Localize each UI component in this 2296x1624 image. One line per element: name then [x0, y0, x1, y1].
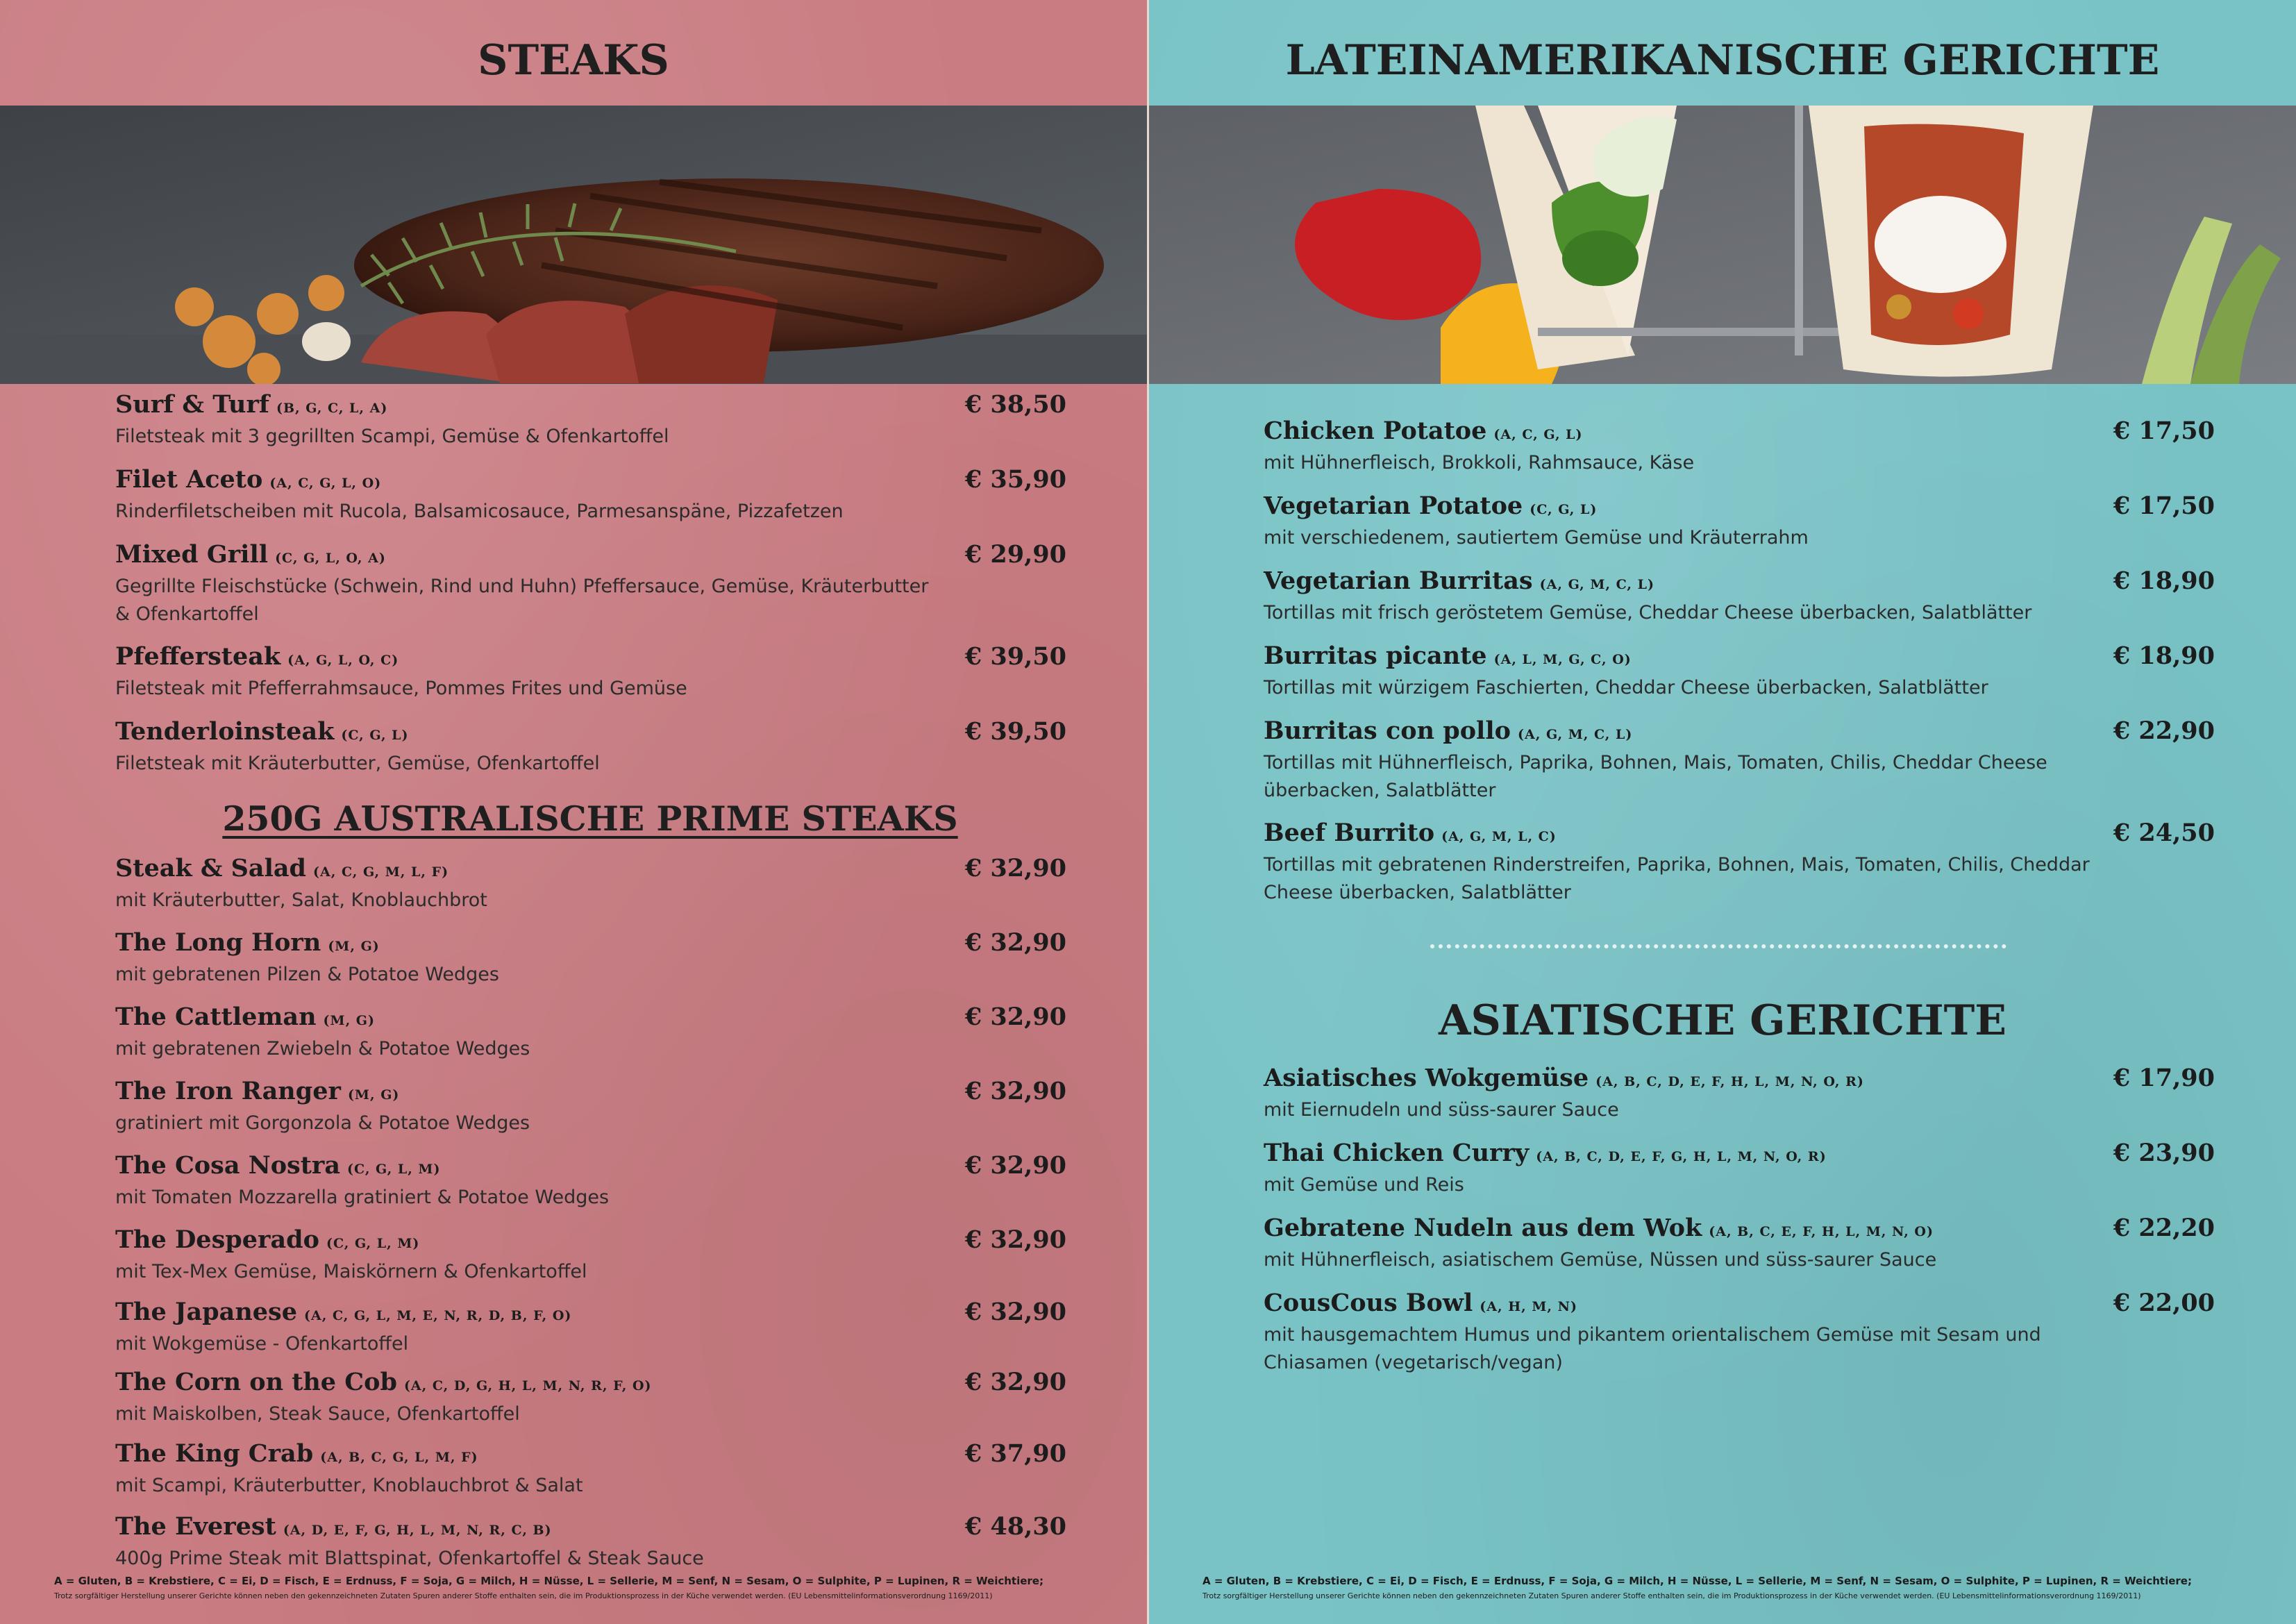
item-name: The Everest	[115, 1512, 276, 1541]
item-description: mit Kräuterbutter, Salat, Knoblauchbrot	[115, 889, 487, 911]
menu-item	[115, 465, 1066, 526]
item-price: € 35,90	[964, 465, 1066, 494]
item-description: Tortillas mit frisch geröstetem Gemüse, Cheddar Cheese überbacken, Salatblätter	[1264, 602, 2032, 623]
item-allergens: (A, C, G, L)	[1493, 427, 1583, 442]
item-allergens: (A, G, M, C, L)	[1539, 577, 1654, 592]
item-name: The King Crab	[115, 1439, 314, 1468]
item-price: € 38,50	[964, 390, 1066, 419]
item-price: € 48,30	[964, 1512, 1066, 1541]
allergen-legend: A = Gluten, B = Krebstiere, C = Ei, D = Fisch, E = Erdnuss, F = Soja, G = Milch, H = Nüsse, L = Sellerie, M = Senf, N = Sesam, O = Sulphite, P = Lupinen, R = Weichtiere;	[1203, 1575, 2192, 1587]
item-allergens: (A, G, L, O, C)	[287, 653, 399, 668]
item-name: The Desperado	[115, 1225, 319, 1254]
item-description: Filetsteak mit Pfefferrahmsauce, Pommes Frites und Gemüse	[115, 678, 687, 699]
menu-item	[115, 1151, 1066, 1212]
item-description: 400g Prime Steak mit Blattspinat, Ofenkartoffel & Steak Sauce	[115, 1548, 704, 1569]
item-allergens: (A, G, M, C, L)	[1517, 727, 1633, 742]
item-description: mit Tex-Mex Gemüse, Maiskörnern & Ofenkartoffel	[115, 1261, 587, 1282]
item-price: € 32,90	[964, 1368, 1066, 1396]
item-price: € 32,90	[964, 928, 1066, 957]
steak-photo	[0, 106, 1147, 384]
allergen-note: Trotz sorgfältiger Herstellung unserer Gerichte können neben den gekennzeichneten Zutaten Spuren anderer Stoffe enthalten sein, die im Produktionsprozess in der Küche verwendet werden. (EU Lebensmittelinformationsverordnung 1169/2011)	[54, 1591, 993, 1600]
item-name: Surf & Turf	[115, 390, 269, 419]
item-price: € 32,90	[964, 1225, 1066, 1254]
item-price: € 37,90	[964, 1439, 1066, 1468]
menu-item	[1264, 567, 2215, 627]
menu-item	[115, 390, 1066, 451]
item-allergens: (M, G)	[347, 1087, 400, 1103]
item-name: The Cosa Nostra	[115, 1151, 341, 1180]
item-description: mit Tomaten Mozzarella gratiniert & Potatoe Wedges	[115, 1187, 610, 1208]
latin-asian-panel	[1149, 0, 2296, 1624]
menu-item	[1264, 417, 2215, 477]
item-allergens: (M, G)	[328, 939, 380, 954]
item-name: Vegetarian Potatoe	[1264, 492, 1523, 520]
item-price: € 22,20	[2113, 1214, 2215, 1242]
menu-item	[115, 1225, 1066, 1286]
item-name: Chicken Potatoe	[1264, 417, 1487, 445]
item-description: gratiniert mit Gorgonzola & Potatoe Wedges	[115, 1112, 530, 1134]
item-description: Filetsteak mit 3 gegrillten Scampi, Gemüse & Ofenkartoffel	[115, 426, 669, 447]
item-allergens: (C, G, L, O, A)	[275, 551, 386, 566]
item-description: mit verschiedenem, sautiertem Gemüse und Kräuterrahm	[1264, 527, 1809, 549]
item-name: Steak & Salad	[115, 854, 307, 882]
menu-item	[115, 540, 1066, 628]
item-name: The Corn on the Cob	[115, 1368, 397, 1396]
item-description: Tortillas mit würzigem Faschierten, Cheddar Cheese überbacken, Salatblätter	[1264, 677, 1988, 698]
item-allergens: (A, C, D, G, H, L, M, N, R, F, O)	[403, 1378, 652, 1393]
burrito-photo	[1149, 106, 2296, 384]
item-price: € 32,90	[964, 1151, 1066, 1180]
item-price: € 17,90	[2113, 1064, 2215, 1092]
item-description: mit Scampi, Kräuterbutter, Knoblauchbrot & Salat	[115, 1475, 583, 1496]
item-allergens: (C, G, L, M)	[326, 1236, 420, 1251]
item-name: Filet Aceto	[115, 465, 263, 494]
menu-item	[1264, 819, 2215, 907]
item-name: Asiatisches Wokgemüse	[1264, 1064, 1589, 1092]
item-allergens: (C, G, L, M)	[347, 1162, 441, 1177]
item-price: € 32,90	[964, 1003, 1066, 1031]
item-description: mit Gemüse und Reis	[1264, 1174, 1464, 1196]
menu-item	[1264, 642, 2215, 702]
item-name: Gebratene Nudeln aus dem Wok	[1264, 1214, 1702, 1242]
item-description: mit hausgemachtem Humus und pikantem orientalischem Gemüse mit Sesam und Chiasamen (vegetarisch/vegan)	[1264, 1324, 2041, 1373]
item-allergens: (M, G)	[323, 1013, 376, 1028]
item-name: Burritas con pollo	[1264, 717, 1511, 745]
item-name: The Japanese	[115, 1298, 298, 1326]
item-price: € 32,90	[964, 1298, 1066, 1326]
item-name: Burritas picante	[1264, 642, 1487, 670]
item-allergens: (B, G, C, L, A)	[276, 401, 388, 416]
steaks-panel	[0, 0, 1147, 1624]
item-allergens: (A, C, G, L, M, E, N, R, D, B, F, O)	[304, 1308, 572, 1323]
item-description: mit gebratenen Pilzen & Potatoe Wedges	[115, 964, 499, 985]
item-allergens: (A, G, M, L, C)	[1441, 829, 1557, 844]
menu-item	[115, 642, 1066, 703]
item-allergens: (A, D, E, F, G, H, L, M, N, R, C, B)	[283, 1523, 552, 1538]
dotted-divider	[1430, 944, 2006, 948]
item-price: € 17,50	[2113, 417, 2215, 445]
item-price: € 24,50	[2113, 819, 2215, 847]
allergen-note: Trotz sorgfältiger Herstellung unserer Gerichte können neben den gekennzeichneten Zutaten Spuren anderer Stoffe enthalten sein, die im Produktionsprozess in der Küche verwendet werden. (EU Lebensmittelinformationsverordnung 1169/2011)	[1203, 1591, 2141, 1600]
item-allergens: (A, B, C, D, E, F, H, L, M, N, O, R)	[1595, 1074, 1864, 1089]
item-allergens: (A, B, C, E, F, H, L, M, N, O)	[1709, 1224, 1934, 1239]
menu-item	[1264, 1139, 2215, 1199]
item-description: Filetsteak mit Kräuterbutter, Gemüse, Ofenkartoffel	[115, 753, 600, 774]
item-allergens: (A, B, C, G, L, M, F)	[320, 1450, 478, 1465]
item-description: mit Wokgemüse - Ofenkartoffel	[115, 1333, 409, 1355]
item-description: mit Eiernudeln und süss-saurer Sauce	[1264, 1099, 1619, 1121]
item-allergens: (C, G, L)	[341, 728, 409, 743]
menu-item	[1264, 1064, 2215, 1124]
item-allergens: (A, B, C, D, E, F, G, H, L, M, N, O, R)	[1536, 1149, 1827, 1164]
prime-steaks-heading: 250G AUSTRALISCHE PRIME STEAKS	[222, 798, 958, 839]
latin-heading: LATEINAMERIKANISCHE GERICHTE	[1285, 36, 2160, 85]
item-description: mit Hühnerfleisch, asiatischem Gemüse, Nüssen und süss-saurer Sauce	[1264, 1249, 1937, 1271]
item-price: € 39,50	[964, 642, 1066, 671]
menu-item	[115, 928, 1066, 989]
asian-heading: ASIATISCHE GERICHTE	[1438, 996, 2007, 1045]
item-name: Vegetarian Burritas	[1264, 567, 1533, 595]
item-price: € 22,00	[2113, 1289, 2215, 1317]
menu-item	[115, 717, 1066, 778]
item-description: Tortillas mit Hühnerfleisch, Paprika, Bohnen, Mais, Tomaten, Chilis, Cheddar Cheese überbacken, Salatblätter	[1264, 752, 2047, 801]
item-allergens: (A, H, M, N)	[1480, 1299, 1578, 1314]
item-name: Beef Burrito	[1264, 819, 1435, 847]
menu-item	[115, 1512, 1066, 1573]
item-description: mit Hühnerfleisch, Brokkoli, Rahmsauce, Käse	[1264, 452, 1695, 474]
menu-item	[1264, 492, 2215, 552]
item-price: € 18,90	[2113, 567, 2215, 595]
item-allergens: (A, C, G, L, O)	[269, 476, 382, 491]
item-name: Mixed Grill	[115, 540, 269, 569]
menu-item	[115, 1368, 1066, 1428]
item-description: Rinderfiletscheiben mit Rucola, Balsamicosauce, Parmesanspäne, Pizzafetzen	[115, 501, 844, 522]
menu-item	[1264, 1214, 2215, 1274]
item-price: € 32,90	[964, 854, 1066, 882]
menu-item	[115, 854, 1066, 914]
item-description: mit Maiskolben, Steak Sauce, Ofenkartoffel	[115, 1403, 520, 1425]
item-price: € 18,90	[2113, 642, 2215, 670]
allergen-legend: A = Gluten, B = Krebstiere, C = Ei, D = Fisch, E = Erdnuss, F = Soja, G = Milch, H = Nüsse, L = Sellerie, M = Senf, N = Sesam, O = Sulphite, P = Lupinen, R = Weichtiere;	[54, 1575, 1044, 1587]
item-allergens: (A, L, M, G, C, O)	[1493, 652, 1632, 667]
item-price: € 22,90	[2113, 717, 2215, 745]
item-name: Thai Chicken Curry	[1264, 1139, 1530, 1167]
menu-item	[115, 1003, 1066, 1063]
item-price: € 39,50	[964, 717, 1066, 746]
menu-item	[115, 1077, 1066, 1137]
item-description: Gegrillte Fleischstücke (Schwein, Rind und Huhn) Pfeffersauce, Gemüse, Kräuterbutter & Ofenkartoffel	[115, 576, 929, 625]
item-price: € 29,90	[964, 540, 1066, 569]
menu-item	[1264, 717, 2215, 805]
item-name: Pfeffersteak	[115, 642, 281, 671]
item-name: The Iron Ranger	[115, 1077, 341, 1105]
menu-item	[115, 1298, 1066, 1358]
menu-item	[1264, 1289, 2215, 1377]
item-allergens: (C, G, L)	[1530, 502, 1598, 517]
steaks-heading: STEAKS	[478, 36, 669, 85]
item-name: The Long Horn	[115, 928, 321, 957]
item-description: Tortillas mit gebratenen Rinderstreifen, Paprika, Bohnen, Mais, Tomaten, Chilis, Cheddar Cheese überbacken, Salatblätter	[1264, 854, 2090, 903]
item-name: Tenderloinsteak	[115, 717, 335, 746]
item-allergens: (A, C, G, M, L, F)	[313, 864, 449, 880]
menu-item	[115, 1439, 1066, 1500]
item-price: € 17,50	[2113, 492, 2215, 520]
item-name: The Cattleman	[115, 1003, 317, 1031]
item-name: CousCous Bowl	[1264, 1289, 1473, 1317]
item-price: € 32,90	[964, 1077, 1066, 1105]
item-price: € 23,90	[2113, 1139, 2215, 1167]
item-description: mit gebratenen Zwiebeln & Potatoe Wedges	[115, 1038, 530, 1060]
